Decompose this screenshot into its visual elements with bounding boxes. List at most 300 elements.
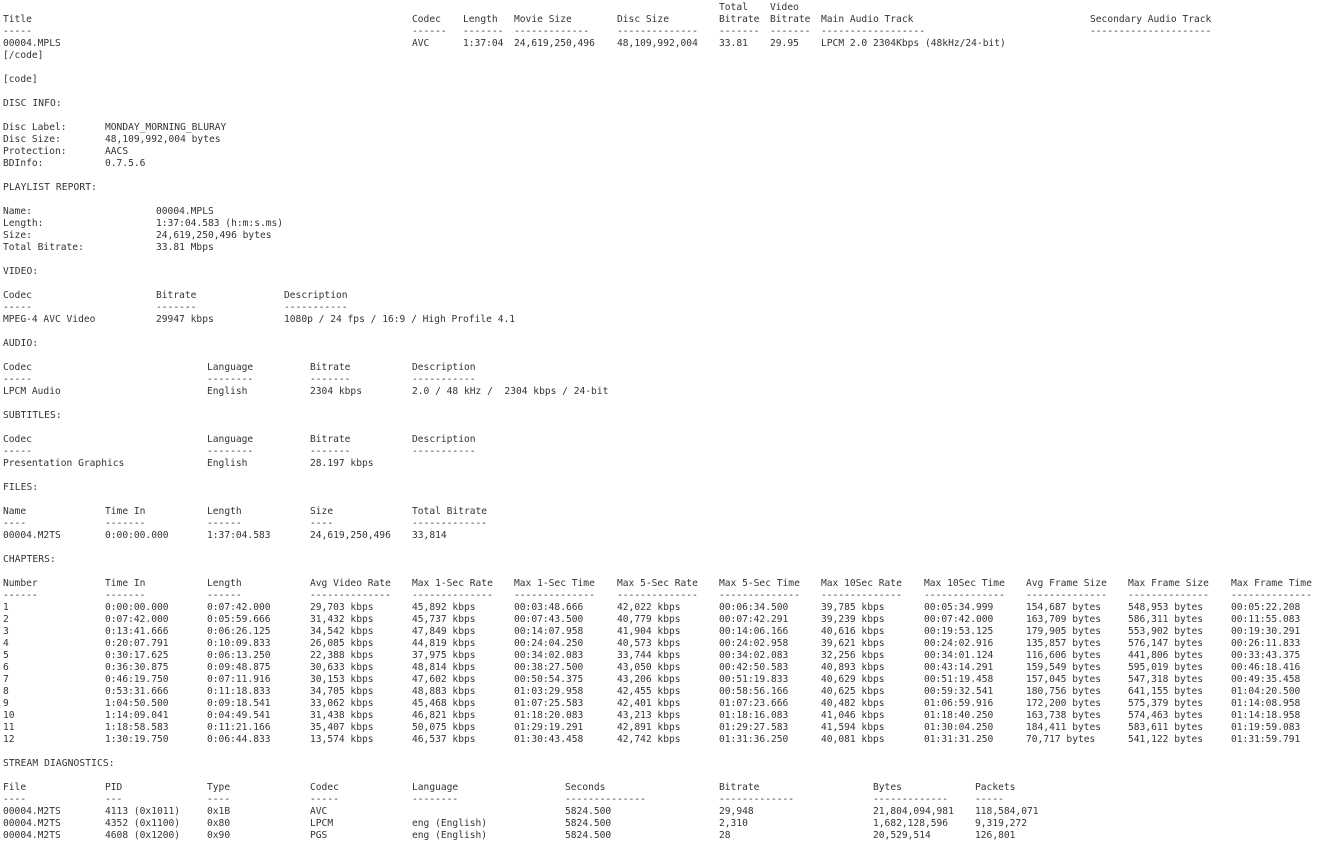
chapters-header-0: Number bbox=[3, 578, 38, 589]
chapters-dash-9: -------------- bbox=[924, 590, 1005, 601]
chapters-cell: 00:24:02.916 bbox=[924, 638, 994, 649]
diagnostics-cell: 21,804,094,981 bbox=[873, 806, 954, 817]
chapters-cell: 00:34:02.083 bbox=[514, 650, 584, 661]
chapters-cell: 0:05:59.666 bbox=[207, 614, 271, 625]
files-dash-time-in: ------- bbox=[105, 518, 146, 529]
chapters-cell: 135,857 bytes bbox=[1026, 638, 1102, 649]
diagnostics-dash-6: ------------- bbox=[719, 794, 795, 805]
files-header-total-bitrate: Total Bitrate bbox=[412, 506, 488, 517]
chapters-dash-8: -------------- bbox=[821, 590, 902, 601]
video-header-bitrate: Bitrate bbox=[156, 290, 197, 301]
diagnostics-cell: 00004.M2TS bbox=[3, 830, 61, 841]
chapters-cell: 2 bbox=[3, 614, 9, 625]
chapters-dash-12: -------------- bbox=[1231, 590, 1312, 601]
chapters-cell: 11 bbox=[3, 722, 15, 733]
chapters-cell: 1:30:19.750 bbox=[105, 734, 169, 745]
chapters-cell: 00:51:19.833 bbox=[719, 674, 789, 685]
chapters-header-2: Length bbox=[207, 578, 242, 589]
video-cell-bitrate: 29947 kbps bbox=[156, 314, 214, 325]
video-header-description: Description bbox=[284, 290, 348, 301]
chapters-cell: 42,022 kbps bbox=[617, 602, 681, 613]
chapters-cell: 13,574 kbps bbox=[310, 734, 374, 745]
chapters-cell: 595,019 bytes bbox=[1128, 662, 1204, 673]
chapters-cell: 34,542 kbps bbox=[310, 626, 374, 637]
chapters-cell: 40,573 kbps bbox=[617, 638, 681, 649]
summary-header-secondary-audio: Secondary Audio Track bbox=[1090, 14, 1212, 25]
audio-cell-bitrate: 2304 kbps bbox=[310, 386, 362, 397]
subtitles-dash-bitrate: ------- bbox=[310, 446, 351, 457]
chapters-cell: 48,814 kbps bbox=[412, 662, 476, 673]
chapters-cell: 34,705 kbps bbox=[310, 686, 374, 697]
chapters-dash-0: ------ bbox=[3, 590, 38, 601]
chapters-cell: 39,621 kbps bbox=[821, 638, 885, 649]
playlist-length-value: 1:37:04.583 (h:m:s.ms) bbox=[156, 218, 284, 229]
diagnostics-dash-0: ---- bbox=[3, 794, 27, 805]
chapters-cell: 0:11:18.833 bbox=[207, 686, 271, 697]
summary-header-bitrate-video: Bitrate bbox=[770, 14, 811, 25]
chapters-cell: 41,594 kbps bbox=[821, 722, 885, 733]
summary-dash-secondary-audio: --------------------- bbox=[1090, 26, 1212, 37]
files-cell-total-bitrate: 33,814 bbox=[412, 530, 447, 541]
summary-dash-movie-size: ------------- bbox=[514, 26, 590, 37]
files-header-size: Size bbox=[310, 506, 334, 517]
chapters-dash-11: -------------- bbox=[1128, 590, 1209, 601]
chapters-cell: 154,687 bytes bbox=[1026, 602, 1102, 613]
chapters-dash-5: -------------- bbox=[514, 590, 595, 601]
audio-header-language: Language bbox=[207, 362, 254, 373]
chapters-cell: 163,738 bytes bbox=[1026, 710, 1102, 721]
diagnostics-dash-5: -------------- bbox=[565, 794, 646, 805]
files-cell-name: 00004.M2TS bbox=[3, 530, 61, 541]
audio-dash-bitrate: ------- bbox=[310, 374, 351, 385]
video-dash-codec: ----- bbox=[3, 302, 32, 313]
diagnostics-header-3: Codec bbox=[310, 782, 339, 793]
files-heading: FILES: bbox=[3, 482, 39, 493]
chapters-cell: 180,756 bytes bbox=[1026, 686, 1102, 697]
chapters-cell: 163,709 bytes bbox=[1026, 614, 1102, 625]
chapters-cell: 00:34:02.083 bbox=[719, 650, 789, 661]
chapters-cell: 00:24:02.958 bbox=[719, 638, 789, 649]
chapters-cell: 44,819 kbps bbox=[412, 638, 476, 649]
files-dash-length: ------ bbox=[207, 518, 242, 529]
chapters-cell: 48,883 kbps bbox=[412, 686, 476, 697]
chapters-cell: 1:14:09.041 bbox=[105, 710, 169, 721]
chapters-cell: 0:09:48.875 bbox=[207, 662, 271, 673]
chapters-cell: 39,239 kbps bbox=[821, 614, 885, 625]
chapters-cell: 641,155 bytes bbox=[1128, 686, 1204, 697]
chapters-cell: 0:06:13.250 bbox=[207, 650, 271, 661]
chapters-cell: 31,438 kbps bbox=[310, 710, 374, 721]
chapters-cell: 0:00:00.000 bbox=[105, 602, 169, 613]
chapters-cell: 45,468 kbps bbox=[412, 698, 476, 709]
files-dash-size: ---- bbox=[310, 518, 334, 529]
disc-size-label: Disc Size: bbox=[3, 134, 61, 145]
diagnostics-dash-4: -------- bbox=[412, 794, 459, 805]
chapters-cell: 0:09:18.541 bbox=[207, 698, 271, 709]
files-dash-total-bitrate: ------------- bbox=[412, 518, 488, 529]
chapters-cell: 31,432 kbps bbox=[310, 614, 374, 625]
chapters-cell: 39,785 kbps bbox=[821, 602, 885, 613]
chapters-cell: 6 bbox=[3, 662, 9, 673]
chapters-cell: 575,379 bytes bbox=[1128, 698, 1204, 709]
chapters-cell: 0:11:21.166 bbox=[207, 722, 271, 733]
chapters-cell: 40,482 kbps bbox=[821, 698, 885, 709]
chapters-cell: 43,050 kbps bbox=[617, 662, 681, 673]
diagnostics-cell: 4352 (0x1100) bbox=[105, 818, 181, 829]
chapters-cell: 01:31:59.791 bbox=[1231, 734, 1301, 745]
summary-dash-bitrate-total: ------- bbox=[719, 26, 760, 37]
diagnostics-cell: 5824.500 bbox=[565, 806, 612, 817]
chapters-header-10: Avg Frame Size bbox=[1026, 578, 1107, 589]
protection-label: Protection: bbox=[3, 146, 67, 157]
summary-dash-disc-size: -------------- bbox=[617, 26, 698, 37]
diagnostics-dash-1: --- bbox=[105, 794, 123, 805]
disc-info-heading: DISC INFO: bbox=[3, 98, 62, 109]
chapters-cell: 01:07:23.666 bbox=[719, 698, 789, 709]
subtitles-cell-language: English bbox=[207, 458, 248, 469]
files-header-time-in: Time In bbox=[105, 506, 146, 517]
chapters-dash-3: -------------- bbox=[310, 590, 391, 601]
audio-header-codec: Codec bbox=[3, 362, 32, 373]
subtitles-dash-codec: ----- bbox=[3, 446, 32, 457]
diagnostics-header-1: PID bbox=[105, 782, 123, 793]
playlist-bitrate-value: 33.81 Mbps bbox=[156, 242, 214, 253]
diagnostics-cell: 118,584,071 bbox=[975, 806, 1039, 817]
chapters-cell: 00:19:30.291 bbox=[1231, 626, 1301, 637]
chapters-cell: 40,893 kbps bbox=[821, 662, 885, 673]
diagnostics-cell: 9,319,272 bbox=[975, 818, 1027, 829]
video-header-codec: Codec bbox=[3, 290, 32, 301]
files-cell-time-in: 0:00:00.000 bbox=[105, 530, 169, 541]
chapters-cell: 37,975 kbps bbox=[412, 650, 476, 661]
chapters-cell: 7 bbox=[3, 674, 9, 685]
files-cell-size: 24,619,250,496 bbox=[310, 530, 391, 541]
chapters-cell: 40,779 kbps bbox=[617, 614, 681, 625]
files-cell-length: 1:37:04.583 bbox=[207, 530, 271, 541]
chapters-cell: 3 bbox=[3, 626, 9, 637]
chapters-cell: 00:07:42.291 bbox=[719, 614, 789, 625]
chapters-cell: 8 bbox=[3, 686, 9, 697]
chapters-cell: 1:18:58.583 bbox=[105, 722, 169, 733]
chapters-cell: 00:19:53.125 bbox=[924, 626, 994, 637]
chapters-cell: 01:18:16.083 bbox=[719, 710, 789, 721]
chapters-cell: 184,411 bytes bbox=[1026, 722, 1102, 733]
chapters-cell: 116,606 bytes bbox=[1026, 650, 1102, 661]
chapters-cell: 00:59:32.541 bbox=[924, 686, 994, 697]
diagnostics-cell: 0x1B bbox=[207, 806, 231, 817]
chapters-cell: 576,147 bytes bbox=[1128, 638, 1204, 649]
video-cell-codec: MPEG-4 AVC Video bbox=[3, 314, 96, 325]
chapters-cell: 00:07:42.000 bbox=[924, 614, 994, 625]
code-close-tag: [/code] bbox=[3, 50, 44, 61]
chapters-cell: 159,549 bytes bbox=[1026, 662, 1102, 673]
chapters-cell: 01:31:36.250 bbox=[719, 734, 789, 745]
chapters-cell: 01:04:20.500 bbox=[1231, 686, 1301, 697]
chapters-cell: 01:14:18.958 bbox=[1231, 710, 1301, 721]
chapters-cell: 01:31:31.250 bbox=[924, 734, 994, 745]
chapters-cell: 01:29:27.583 bbox=[719, 722, 789, 733]
chapters-cell: 00:33:43.375 bbox=[1231, 650, 1301, 661]
subtitles-header-bitrate: Bitrate bbox=[310, 434, 351, 445]
chapters-cell: 0:06:26.125 bbox=[207, 626, 271, 637]
diagnostics-cell: eng (English) bbox=[412, 830, 488, 841]
chapters-cell: 00:26:11.833 bbox=[1231, 638, 1301, 649]
chapters-cell: 45,892 kbps bbox=[412, 602, 476, 613]
chapters-cell: 0:13:41.666 bbox=[105, 626, 169, 637]
disc-size-value: 48,109,992,004 bytes bbox=[105, 134, 221, 145]
audio-heading: AUDIO: bbox=[3, 338, 39, 349]
chapters-cell: 0:30:17.625 bbox=[105, 650, 169, 661]
bdinfo-value: 0.7.5.6 bbox=[105, 158, 146, 169]
diagnostics-header-0: File bbox=[3, 782, 27, 793]
chapters-header-9: Max 10Sec Time bbox=[924, 578, 1005, 589]
chapters-cell: 32,256 kbps bbox=[821, 650, 885, 661]
summary-header-main-audio: Main Audio Track bbox=[821, 14, 914, 25]
chapters-cell: 30,633 kbps bbox=[310, 662, 374, 673]
summary-cell-codec: AVC bbox=[412, 38, 430, 49]
disc-label-value: MONDAY_MORNING_BLURAY bbox=[105, 122, 227, 133]
diagnostics-cell: AVC bbox=[310, 806, 328, 817]
code-open-tag: [code] bbox=[3, 74, 38, 85]
diagnostics-header-4: Language bbox=[412, 782, 459, 793]
audio-cell-description: 2.0 / 48 kHz / 2304 kbps / 24-bit bbox=[412, 386, 609, 397]
summary-dash-bitrate-video: ------- bbox=[770, 26, 811, 37]
chapters-cell: 30,153 kbps bbox=[310, 674, 374, 685]
summary-cell-title: 00004.MPLS bbox=[3, 38, 61, 49]
chapters-cell: 00:14:07.958 bbox=[514, 626, 584, 637]
chapters-header-1: Time In bbox=[105, 578, 146, 589]
chapters-cell: 553,902 bytes bbox=[1128, 626, 1204, 637]
chapters-cell: 43,206 kbps bbox=[617, 674, 681, 685]
chapters-cell: 29,703 kbps bbox=[310, 602, 374, 613]
diagnostics-header-2: Type bbox=[207, 782, 231, 793]
chapters-cell: 1:04:50.500 bbox=[105, 698, 169, 709]
chapters-cell: 548,953 bytes bbox=[1128, 602, 1204, 613]
playlist-heading: PLAYLIST REPORT: bbox=[3, 182, 98, 193]
summary-header-movie-size: Movie Size bbox=[514, 14, 572, 25]
protection-value: AACS bbox=[105, 146, 129, 157]
diagnostics-header-8: Packets bbox=[975, 782, 1016, 793]
chapters-cell: 441,806 bytes bbox=[1128, 650, 1204, 661]
diagnostics-cell: 4608 (0x1200) bbox=[105, 830, 181, 841]
chapters-cell: 5 bbox=[3, 650, 9, 661]
video-heading: VIDEO: bbox=[3, 266, 39, 277]
chapters-cell: 01:19:59.083 bbox=[1231, 722, 1301, 733]
subtitles-header-language: Language bbox=[207, 434, 254, 445]
diagnostics-cell: 5824.500 bbox=[565, 830, 612, 841]
summary-header-length: Length bbox=[463, 14, 498, 25]
chapters-cell: 157,045 bytes bbox=[1026, 674, 1102, 685]
diagnostics-cell: LPCM bbox=[310, 818, 334, 829]
chapters-cell: 586,311 bytes bbox=[1128, 614, 1204, 625]
summary-cell-length: 1:37:04 bbox=[463, 38, 504, 49]
chapters-header-5: Max 1-Sec Time bbox=[514, 578, 595, 589]
chapters-cell: 40,081 kbps bbox=[821, 734, 885, 745]
diagnostics-dash-2: ---- bbox=[207, 794, 231, 805]
chapters-cell: 00:38:27.500 bbox=[514, 662, 584, 673]
summary-header-disc-size: Disc Size bbox=[617, 14, 669, 25]
chapters-cell: 01:07:25.583 bbox=[514, 698, 584, 709]
diagnostics-cell: PGS bbox=[310, 830, 328, 841]
chapters-cell: 9 bbox=[3, 698, 9, 709]
chapters-cell: 26,085 kbps bbox=[310, 638, 374, 649]
chapters-cell: 00:05:22.208 bbox=[1231, 602, 1301, 613]
summary-cell-movie-size: 24,619,250,496 bbox=[514, 38, 595, 49]
audio-header-description: Description bbox=[412, 362, 476, 373]
chapters-cell: 12 bbox=[3, 734, 15, 745]
chapters-cell: 0:46:19.750 bbox=[105, 674, 169, 685]
chapters-cell: 45,737 kbps bbox=[412, 614, 476, 625]
chapters-cell: 172,200 bytes bbox=[1026, 698, 1102, 709]
diagnostics-heading: STREAM DIAGNOSTICS: bbox=[3, 758, 115, 769]
audio-cell-language: English bbox=[207, 386, 248, 397]
playlist-name-label: Name: bbox=[3, 206, 32, 217]
summary-cell-disc-size: 48,109,992,004 bbox=[617, 38, 698, 49]
summary-header-codec: Codec bbox=[412, 14, 441, 25]
audio-dash-codec: ----- bbox=[3, 374, 32, 385]
files-header-length: Length bbox=[207, 506, 242, 517]
chapters-cell: 33,062 kbps bbox=[310, 698, 374, 709]
chapters-heading: CHAPTERS: bbox=[3, 554, 56, 565]
chapters-dash-1: ------- bbox=[105, 590, 146, 601]
audio-header-bitrate: Bitrate bbox=[310, 362, 351, 373]
chapters-cell: 00:50:54.375 bbox=[514, 674, 584, 685]
playlist-size-value: 24,619,250,496 bytes bbox=[156, 230, 272, 241]
chapters-cell: 35,407 kbps bbox=[310, 722, 374, 733]
diagnostics-cell: 0x90 bbox=[207, 830, 231, 841]
chapters-dash-7: -------------- bbox=[719, 590, 800, 601]
chapters-cell: 46,537 kbps bbox=[412, 734, 476, 745]
chapters-header-3: Avg Video Rate bbox=[310, 578, 391, 589]
subtitles-header-description: Description bbox=[412, 434, 476, 445]
chapters-header-6: Max 5-Sec Rate bbox=[617, 578, 698, 589]
chapters-header-8: Max 10Sec Rate bbox=[821, 578, 902, 589]
chapters-cell: 0:07:11.916 bbox=[207, 674, 271, 685]
chapters-cell: 00:03:48.666 bbox=[514, 602, 584, 613]
chapters-cell: 42,455 kbps bbox=[617, 686, 681, 697]
chapters-header-4: Max 1-Sec Rate bbox=[412, 578, 493, 589]
audio-dash-language: -------- bbox=[207, 374, 254, 385]
chapters-cell: 583,611 bytes bbox=[1128, 722, 1204, 733]
diagnostics-cell: 4113 (0x1011) bbox=[105, 806, 181, 817]
bdinfo-label: BDInfo: bbox=[3, 158, 44, 169]
diagnostics-header-6: Bitrate bbox=[719, 782, 760, 793]
chapters-dash-2: ------ bbox=[207, 590, 242, 601]
summary-dash-title: ----- bbox=[3, 26, 32, 37]
chapters-cell: 0:36:30.875 bbox=[105, 662, 169, 673]
chapters-cell: 0:53:31.666 bbox=[105, 686, 169, 697]
summary-header-title: Title bbox=[3, 14, 32, 25]
diagnostics-cell: 0x80 bbox=[207, 818, 231, 829]
files-dash-name: ---- bbox=[3, 518, 27, 529]
diagnostics-cell: eng (English) bbox=[412, 818, 488, 829]
chapters-cell: 0:07:42.000 bbox=[207, 602, 271, 613]
chapters-cell: 01:03:29.958 bbox=[514, 686, 584, 697]
video-dash-description: ----------- bbox=[284, 302, 348, 313]
chapters-cell: 00:46:18.416 bbox=[1231, 662, 1301, 673]
chapters-cell: 40,616 kbps bbox=[821, 626, 885, 637]
subtitles-dash-description: ----------- bbox=[412, 446, 476, 457]
chapters-cell: 42,742 kbps bbox=[617, 734, 681, 745]
chapters-cell: 40,625 kbps bbox=[821, 686, 885, 697]
chapters-cell: 42,401 kbps bbox=[617, 698, 681, 709]
diagnostics-dash-8: ----- bbox=[975, 794, 1004, 805]
chapters-cell: 47,602 kbps bbox=[412, 674, 476, 685]
chapters-cell: 00:42:50.583 bbox=[719, 662, 789, 673]
chapters-cell: 42,891 kbps bbox=[617, 722, 681, 733]
files-header-name: Name bbox=[3, 506, 27, 517]
chapters-dash-4: -------------- bbox=[412, 590, 493, 601]
chapters-cell: 50,075 kbps bbox=[412, 722, 476, 733]
chapters-cell: 22,388 kbps bbox=[310, 650, 374, 661]
chapters-cell: 0:07:42.000 bbox=[105, 614, 169, 625]
subtitles-cell-codec: Presentation Graphics bbox=[3, 458, 125, 469]
chapters-cell: 01:30:43.458 bbox=[514, 734, 584, 745]
diagnostics-cell: 28 bbox=[719, 830, 731, 841]
chapters-cell: 0:06:44.833 bbox=[207, 734, 271, 745]
chapters-cell: 00:51:19.458 bbox=[924, 674, 994, 685]
audio-cell-codec: LPCM Audio bbox=[3, 386, 61, 397]
chapters-cell: 00:49:35.458 bbox=[1231, 674, 1301, 685]
chapters-cell: 00:06:34.500 bbox=[719, 602, 789, 613]
diagnostics-cell: 2,310 bbox=[719, 818, 748, 829]
diagnostics-cell: 00004.M2TS bbox=[3, 818, 61, 829]
chapters-cell: 179,905 bytes bbox=[1026, 626, 1102, 637]
chapters-cell: 01:14:08.958 bbox=[1231, 698, 1301, 709]
video-cell-description: 1080p / 24 fps / 16:9 / High Profile 4.1 bbox=[284, 314, 516, 325]
chapters-cell: 40,629 kbps bbox=[821, 674, 885, 685]
playlist-bitrate-label: Total Bitrate: bbox=[3, 242, 84, 253]
chapters-cell: 0:20:07.791 bbox=[105, 638, 169, 649]
audio-dash-description: ----------- bbox=[412, 374, 476, 385]
diagnostics-dash-7: ------------- bbox=[873, 794, 949, 805]
chapters-dash-6: -------------- bbox=[617, 590, 698, 601]
chapters-cell: 00:11:55.083 bbox=[1231, 614, 1301, 625]
chapters-cell: 1 bbox=[3, 602, 9, 613]
chapters-cell: 46,821 kbps bbox=[412, 710, 476, 721]
playlist-length-label: Length: bbox=[3, 218, 44, 229]
chapters-cell: 00:34:01.124 bbox=[924, 650, 994, 661]
diagnostics-dash-3: ----- bbox=[310, 794, 339, 805]
chapters-cell: 70,717 bytes bbox=[1026, 734, 1096, 745]
diagnostics-cell: 00004.M2TS bbox=[3, 806, 61, 817]
summary-cell-total-bitrate: 33.81 bbox=[719, 38, 748, 49]
video-dash-bitrate: ------- bbox=[156, 302, 197, 313]
chapters-cell: 01:30:04.250 bbox=[924, 722, 994, 733]
chapters-cell: 4 bbox=[3, 638, 9, 649]
summary-header-bitrate-total: Bitrate bbox=[719, 14, 760, 25]
chapters-cell: 00:14:06.166 bbox=[719, 626, 789, 637]
chapters-cell: 00:05:34.999 bbox=[924, 602, 994, 613]
chapters-cell: 41,904 kbps bbox=[617, 626, 681, 637]
chapters-header-12: Max Frame Time bbox=[1231, 578, 1312, 589]
chapters-cell: 41,046 kbps bbox=[821, 710, 885, 721]
disc-label-label: Disc Label: bbox=[3, 122, 67, 133]
chapters-cell: 541,122 bytes bbox=[1128, 734, 1204, 745]
diagnostics-cell: 1,682,128,596 bbox=[873, 818, 949, 829]
chapters-cell: 43,213 kbps bbox=[617, 710, 681, 721]
summary-header-video: Video bbox=[770, 2, 799, 13]
diagnostics-cell: 29,948 bbox=[719, 806, 754, 817]
subtitles-cell-bitrate: 28.197 kbps bbox=[310, 458, 374, 469]
chapters-cell: 574,463 bytes bbox=[1128, 710, 1204, 721]
chapters-dash-10: -------------- bbox=[1026, 590, 1107, 601]
playlist-name-value: 00004.MPLS bbox=[156, 206, 214, 217]
subtitles-heading: SUBTITLES: bbox=[3, 410, 62, 421]
chapters-cell: 47,849 kbps bbox=[412, 626, 476, 637]
summary-cell-main-audio: LPCM 2.0 2304Kbps (48kHz/24-bit) bbox=[821, 38, 1006, 49]
summary-dash-codec: ------ bbox=[412, 26, 447, 37]
